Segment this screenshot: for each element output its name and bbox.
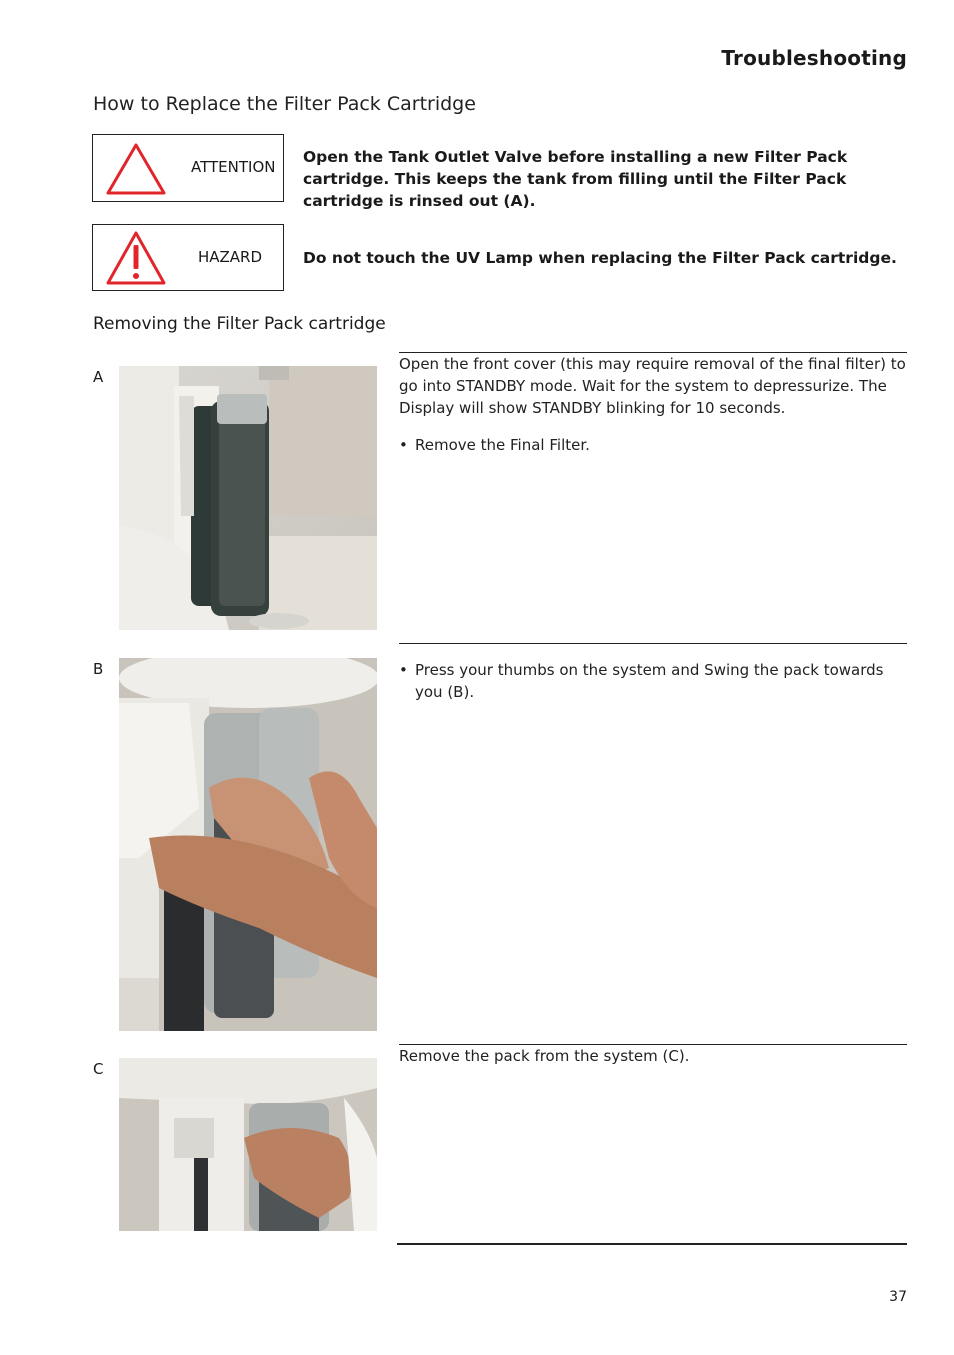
hazard-exclamation-icon bbox=[104, 229, 168, 287]
step-a-description: Open the front cover (this may require removal of the final filter) to go into STANDBY mode. Wait for the system to depressurize. The Display will show STANDBY blinking for 10 seconds. bbox=[399, 355, 906, 417]
step-c-description: Remove the pack from the system (C). bbox=[399, 1047, 690, 1065]
step-c-text-block bbox=[399, 1045, 907, 1067]
step-b-text-block bbox=[399, 659, 907, 703]
step-b-letter: B bbox=[93, 660, 104, 678]
step-b-bullet bbox=[399, 659, 907, 703]
hazard-callout-box bbox=[92, 224, 284, 291]
step-a-bullet-text: Remove the Final Filter. bbox=[415, 436, 590, 454]
bullet-icon: • bbox=[399, 436, 408, 454]
warning-triangle-icon bbox=[104, 141, 168, 197]
step-a-text-block bbox=[399, 353, 907, 456]
page-number: 37 bbox=[889, 1289, 907, 1305]
attention-text: Open the Tank Outlet Valve before installing a new Filter Pack cartridge. This keeps the tank from filling until the Filter Pack cartridge is rinsed out (A). bbox=[303, 148, 848, 210]
step-b-rule bbox=[399, 643, 907, 644]
step-c-letter: C bbox=[93, 1060, 104, 1078]
step-b-bullet-text: Press your thumbs on the system and Swing the pack towards you (B). bbox=[415, 661, 884, 701]
hazard-text: Do not touch the UV Lamp when replacing the Filter Pack cartridge. bbox=[303, 249, 897, 267]
step-a-bullet bbox=[399, 434, 907, 456]
step-c-photo bbox=[119, 1058, 377, 1231]
bottom-rule bbox=[397, 1243, 907, 1245]
removing-subheading: Removing the Filter Pack cartridge bbox=[93, 314, 386, 334]
hazard-label: HAZARD bbox=[197, 248, 263, 266]
step-a-photo bbox=[119, 366, 377, 630]
section-title: Troubleshooting bbox=[721, 46, 907, 70]
page-heading: How to Replace the Filter Pack Cartridge bbox=[93, 93, 476, 115]
step-a-letter: A bbox=[93, 368, 104, 386]
attention-label: ATTENTION bbox=[191, 158, 276, 176]
bullet-icon: • bbox=[399, 661, 408, 679]
step-b-photo bbox=[119, 658, 377, 1031]
attention-callout-box bbox=[92, 134, 284, 202]
